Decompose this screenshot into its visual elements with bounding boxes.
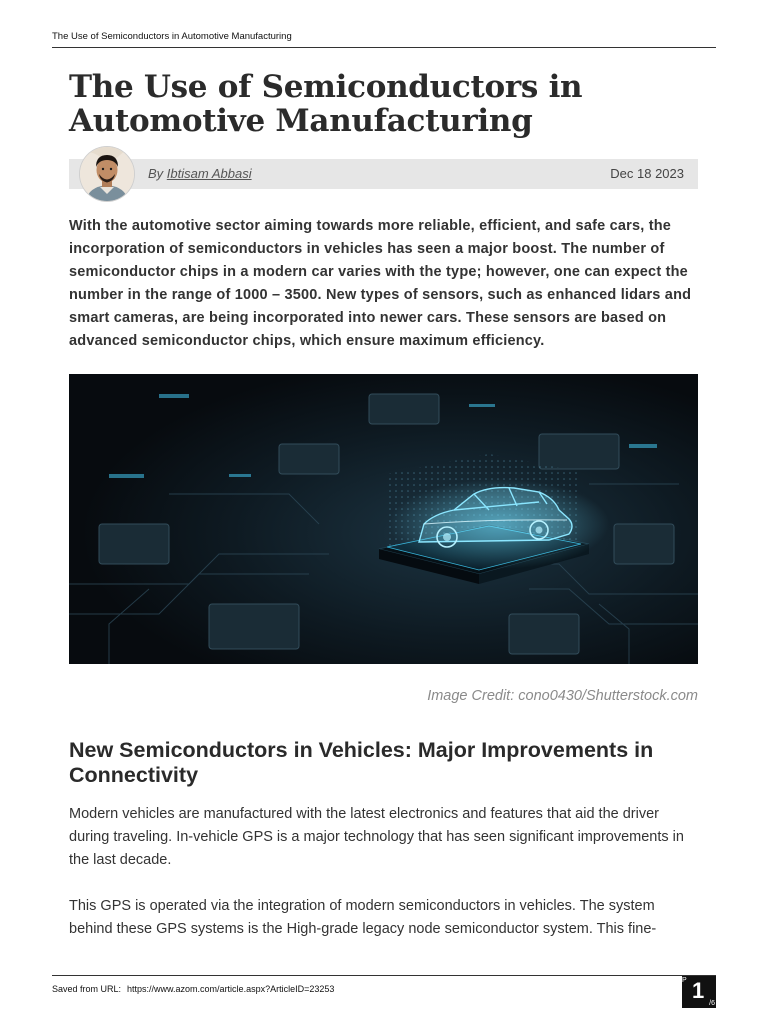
footer-saved-url	[52, 984, 334, 994]
body-paragraph-2	[69, 895, 701, 941]
author-avatar[interactable]	[80, 147, 134, 201]
avatar-photo-icon	[80, 147, 134, 201]
article-title: The Use of Semiconductors in Automotive Manufacturing	[69, 69, 583, 139]
hero-image	[69, 374, 698, 664]
running-header: The Use of Semiconductors in Automotive Manufacturing	[52, 31, 292, 42]
saved-url-link[interactable]: https://www.azom.com/article.aspx?ArticleID=23253	[127, 984, 335, 994]
image-credit: Image Credit: cono0430/Shutterstock.com	[427, 688, 698, 704]
byline	[148, 166, 252, 181]
hero-car-chip-image-icon	[69, 374, 698, 664]
section-heading: New Semiconductors in Vehicles: Major Improvements in Connectivity	[69, 738, 654, 787]
page-total: /6	[709, 1000, 715, 1007]
footer-divider	[52, 975, 716, 976]
page-indicator	[682, 976, 716, 1008]
paragraph-2-line-2: behind these GPS systems is the High-grade legacy node semiconductor system. This fine-	[69, 921, 657, 937]
byline-prefix: By	[148, 166, 164, 181]
saved-label: Saved from URL:	[52, 984, 122, 994]
publish-date: Dec 18 2023	[610, 166, 684, 181]
paragraph-2-line-1: This GPS is operated via the integration of modern semiconductors in vehicles. The system	[69, 898, 655, 914]
author-link[interactable]: Ibtisam Abbasi	[166, 166, 252, 181]
page-number: 1	[692, 978, 705, 1003]
header-divider	[52, 47, 716, 48]
intro-paragraph: With the automotive sector aiming towards more reliable, efficient, and safe cars, the incorporation of semiconductors in vehicles has seen a major boost. The number of semiconductor chips in a modern car varies with the type; however, one can expect the number in the range of 1000 – 3500. New types of sensors, such as enhanced lidars and smart cameras, are being incorporated into newer cars. These sensors are based on advanced semiconductor chips, which ensure maximum efficiency.	[69, 218, 692, 349]
page-prefix: P	[682, 977, 687, 984]
body-paragraph-1: Modern vehicles are manufactured with the latest electronics and features that aid the driver during traveling. In-vehicle GPS is a major technology that has seen significant improvements in the last decade.	[69, 806, 684, 868]
